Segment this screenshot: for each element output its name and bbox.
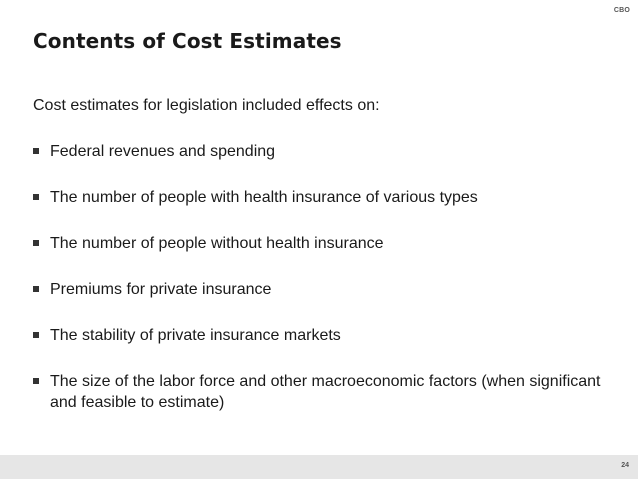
bullet-item bbox=[33, 141, 603, 162]
bullet-list bbox=[33, 141, 603, 438]
cbo-brand-label: CBO bbox=[613, 7, 630, 14]
bullet-item bbox=[33, 371, 603, 413]
bullet-text: Federal revenues and spending bbox=[50, 143, 276, 160]
bullet-text: The size of the labor force and other macroeconomic factors (when significant and feasible to estimate) bbox=[50, 373, 601, 411]
page-number: 24 bbox=[621, 462, 629, 469]
bullet-item bbox=[33, 325, 603, 346]
square-bullet-icon bbox=[33, 332, 39, 338]
bullet-item bbox=[33, 187, 603, 208]
bullet-text: The number of people with health insurance of various types bbox=[50, 189, 478, 206]
square-bullet-icon bbox=[33, 286, 39, 292]
intro-text: Cost estimates for legislation included effects on: bbox=[33, 97, 380, 114]
bullet-text: Premiums for private insurance bbox=[50, 281, 272, 298]
bullet-text: The number of people without health insurance bbox=[50, 235, 384, 252]
slide-title: Contents of Cost Estimates bbox=[33, 29, 342, 53]
bullet-item bbox=[33, 233, 603, 254]
footer-bar bbox=[0, 455, 638, 479]
square-bullet-icon bbox=[33, 240, 39, 246]
square-bullet-icon bbox=[33, 194, 39, 200]
square-bullet-icon bbox=[33, 148, 39, 154]
bullet-text: The stability of private insurance markets bbox=[50, 327, 341, 344]
bullet-item bbox=[33, 279, 603, 300]
square-bullet-icon bbox=[33, 378, 39, 384]
